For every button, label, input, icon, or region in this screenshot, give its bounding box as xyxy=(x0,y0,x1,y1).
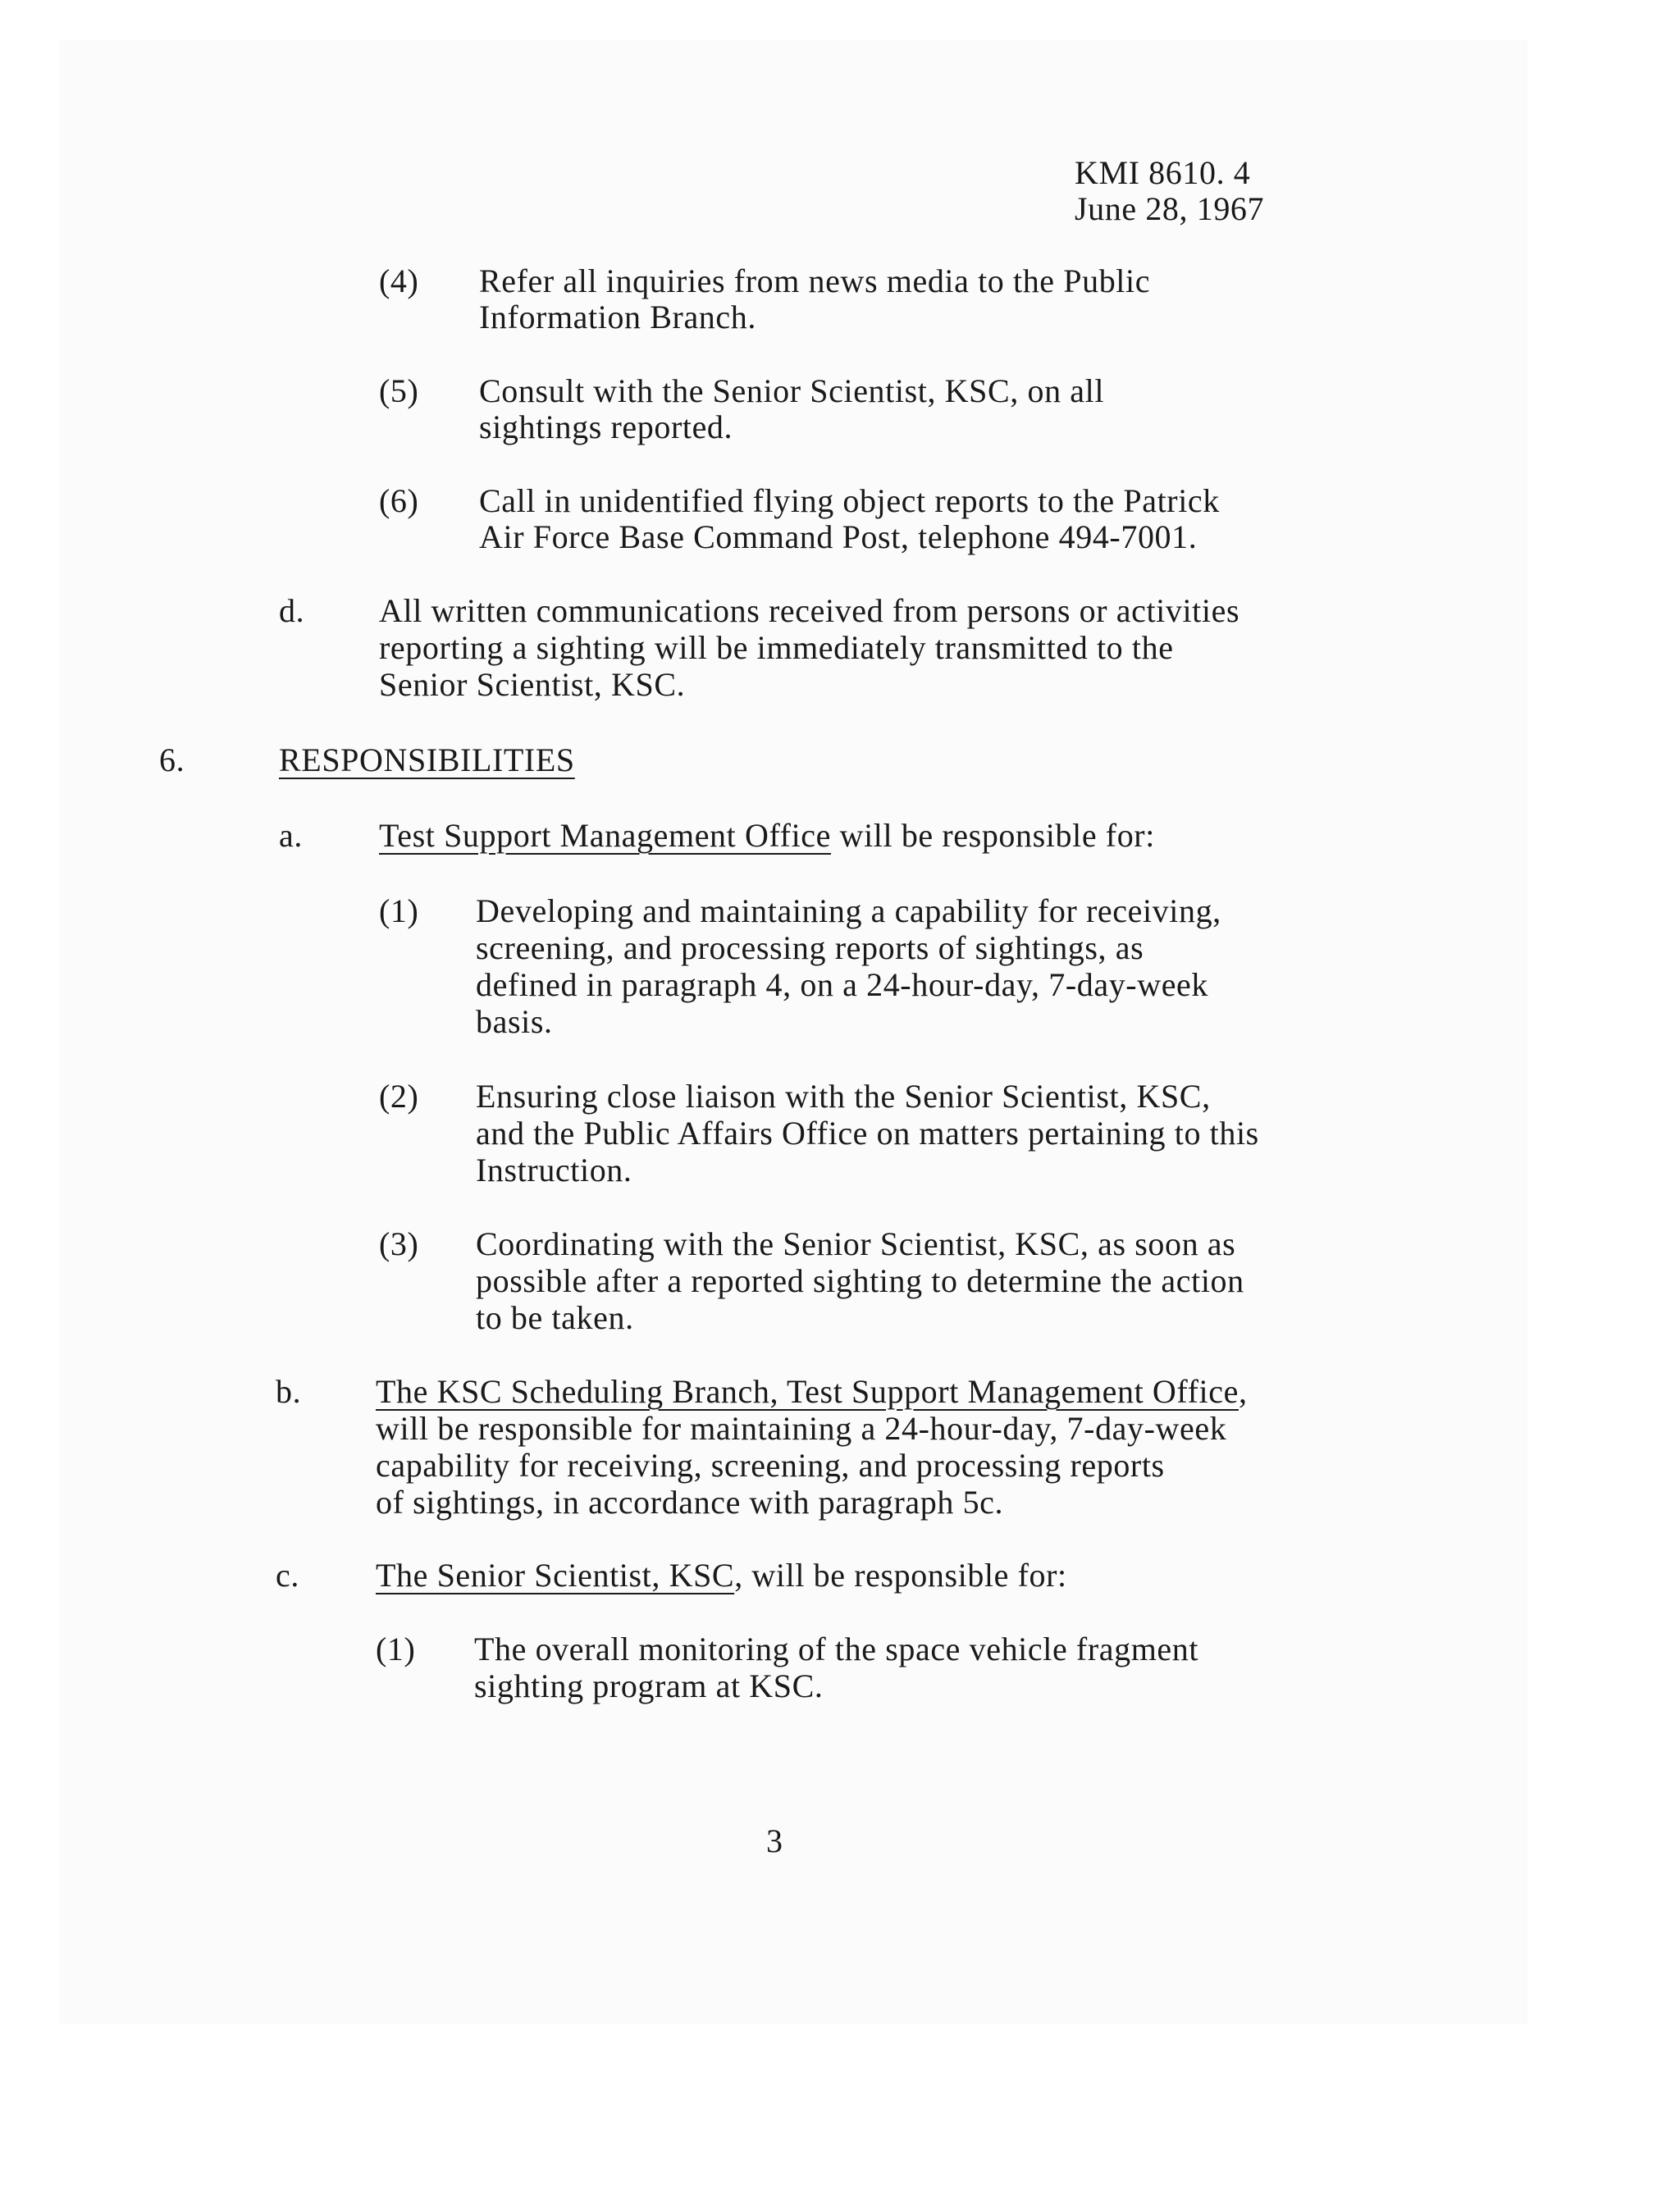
item-number: (1) xyxy=(376,1631,416,1667)
paragraph-title: The Senior Scientist, KSC xyxy=(376,1557,735,1594)
paragraph-line: All written communications received from persons or activities xyxy=(379,592,1240,629)
item-line: Information Branch. xyxy=(479,299,756,335)
paragraph-line: Senior Scientist, KSC. xyxy=(379,666,686,703)
paragraph-label: d. xyxy=(279,592,305,629)
page-number: 3 xyxy=(766,1822,783,1859)
item-number: (4) xyxy=(379,262,419,299)
item-number: (1) xyxy=(379,892,419,929)
item-line: Refer all inquiries from news media to the Public xyxy=(479,262,1151,299)
section-heading: RESPONSIBILITIES xyxy=(279,741,575,778)
paragraph-label: c. xyxy=(276,1557,299,1594)
item-line: Developing and maintaining a capability for receiving, xyxy=(476,892,1221,929)
item-number: (2) xyxy=(379,1078,419,1115)
item-line: Instruction. xyxy=(476,1152,632,1188)
item-line: basis. xyxy=(476,1003,553,1040)
item-line: sighting program at KSC. xyxy=(474,1667,824,1704)
section-number: 6. xyxy=(159,741,185,778)
item-number: (6) xyxy=(379,482,419,519)
paragraph-heading-line xyxy=(379,817,1155,854)
item-line: Coordinating with the Senior Scientist, KSC, as soon as xyxy=(476,1225,1236,1262)
item-line: Call in unidentified flying object reports to the Patrick xyxy=(479,482,1220,519)
item-line: Ensuring close liaison with the Senior Scientist, KSC, xyxy=(476,1078,1211,1115)
document-number: KMI 8610. 4 xyxy=(1075,154,1251,191)
paragraph-title: Test Support Management Office xyxy=(379,817,831,854)
paragraph-label: a. xyxy=(279,817,303,854)
item-number: (5) xyxy=(379,372,419,409)
page-sheet xyxy=(59,39,1527,2024)
item-line: and the Public Affairs Office on matters pertaining to this xyxy=(476,1115,1259,1152)
paragraph-text: will be responsible for: xyxy=(831,817,1155,854)
item-line: defined in paragraph 4, on a 24-hour-day, 7-day-week xyxy=(476,966,1209,1003)
paragraph-heading-line xyxy=(376,1373,1248,1410)
paragraph-text: , will be responsible for: xyxy=(734,1557,1067,1594)
document-date: June 28, 1967 xyxy=(1075,190,1265,227)
paragraph-line: of sightings, in accordance with paragraph 5c. xyxy=(376,1484,1004,1521)
item-line: screening, and processing reports of sightings, as xyxy=(476,929,1144,966)
item-number: (3) xyxy=(379,1225,419,1262)
paragraph-heading-line xyxy=(376,1557,1067,1594)
item-line: The overall monitoring of the space vehicle fragment xyxy=(474,1631,1199,1667)
paragraph-line: will be responsible for maintaining a 24-hour-day, 7-day-week xyxy=(376,1410,1227,1447)
item-line: to be taken. xyxy=(476,1299,634,1336)
paragraph-title: The KSC Scheduling Branch, Test Support Management Office xyxy=(376,1373,1239,1410)
item-line: sightings reported. xyxy=(479,408,733,445)
paragraph-label: b. xyxy=(276,1373,302,1410)
paragraph-line: reporting a sighting will be immediately transmitted to the xyxy=(379,629,1174,666)
item-line: Air Force Base Command Post, telephone 494-7001. xyxy=(479,518,1198,555)
item-line: possible after a reported sighting to determine the action xyxy=(476,1262,1244,1299)
paragraph-text: , xyxy=(1238,1373,1248,1410)
item-line: Consult with the Senior Scientist, KSC, on all xyxy=(479,372,1105,409)
paragraph-line: capability for receiving, screening, and processing reports xyxy=(376,1447,1165,1484)
